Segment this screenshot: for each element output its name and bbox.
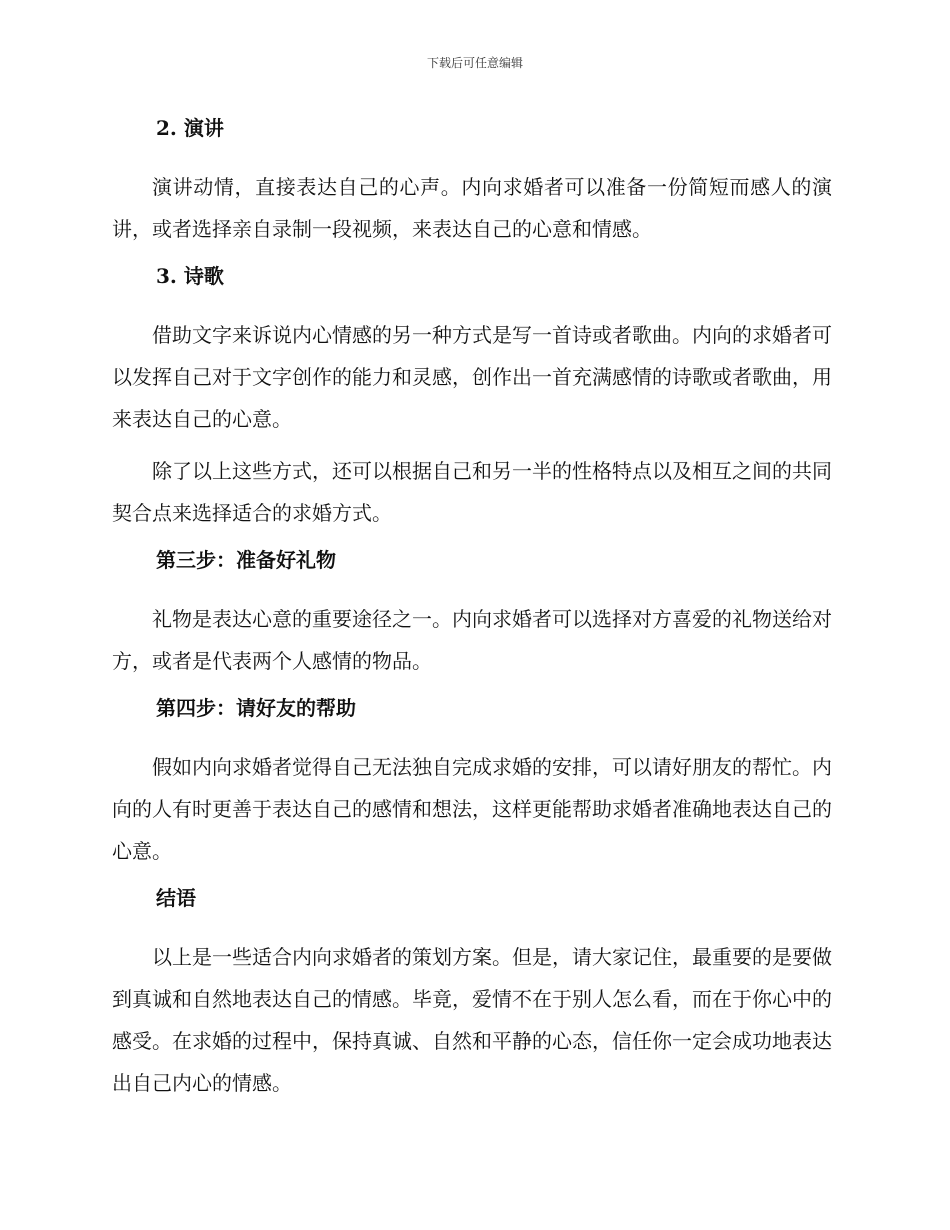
section-conclusion — [112, 882, 832, 1104]
section-step-four — [112, 692, 832, 872]
document-body — [112, 112, 832, 1114]
section-heading: 结语 — [156, 886, 196, 910]
section-step-three — [112, 544, 832, 682]
paragraph: 假如内向求婚者觉得自己无法独自完成求婚的安排，可以请好朋友的帮忙。内向的人有时更善于表达自己的感情和想法，这样更能帮助求婚者准确地表达自己的心意。 — [112, 755, 832, 863]
section-heading: 3. 诗歌 — [156, 264, 224, 288]
section-heading: 2. 演讲 — [156, 116, 224, 140]
section-speech — [112, 112, 832, 250]
paragraph: 演讲动情，直接表达自己的心声。内向求婚者可以准备一份简短而感人的演讲，或者选择亲自录制一段视频，来表达自己的心意和情感。 — [112, 175, 832, 241]
section-heading: 第四步：请好友的帮助 — [156, 696, 356, 720]
section-heading: 第三步：准备好礼物 — [156, 548, 336, 572]
paragraph: 以上是一些适合内向求婚者的策划方案。但是，请大家记住，最重要的是要做到真诚和自然地表达自己的情感。毕竟，爱情不在于别人怎么看，而在于你心中的感受。在求婚的过程中，保持真诚、自然和平静的心态，信任你一定会成功地表达出自己内心的情感。 — [112, 945, 832, 1095]
page-header: 下载后可任意编辑 — [426, 56, 523, 70]
paragraph: 礼物是表达心意的重要途径之一。内向求婚者可以选择对方喜爱的礼物送给对方，或者是代表两个人感情的物品。 — [112, 607, 832, 673]
paragraph: 除了以上这些方式，还可以根据自己和另一半的性格特点以及相互之间的共同契合点来选择适合的求婚方式。 — [112, 459, 832, 525]
paragraph: 借助文字来诉说内心情感的另一种方式是写一首诗或者歌曲。内向的求婚者可以发挥自己对于文字创作的能力和灵感，创作出一首充满感情的诗歌或者歌曲，用来表达自己的心意。 — [112, 323, 832, 431]
section-poetry — [112, 260, 832, 534]
